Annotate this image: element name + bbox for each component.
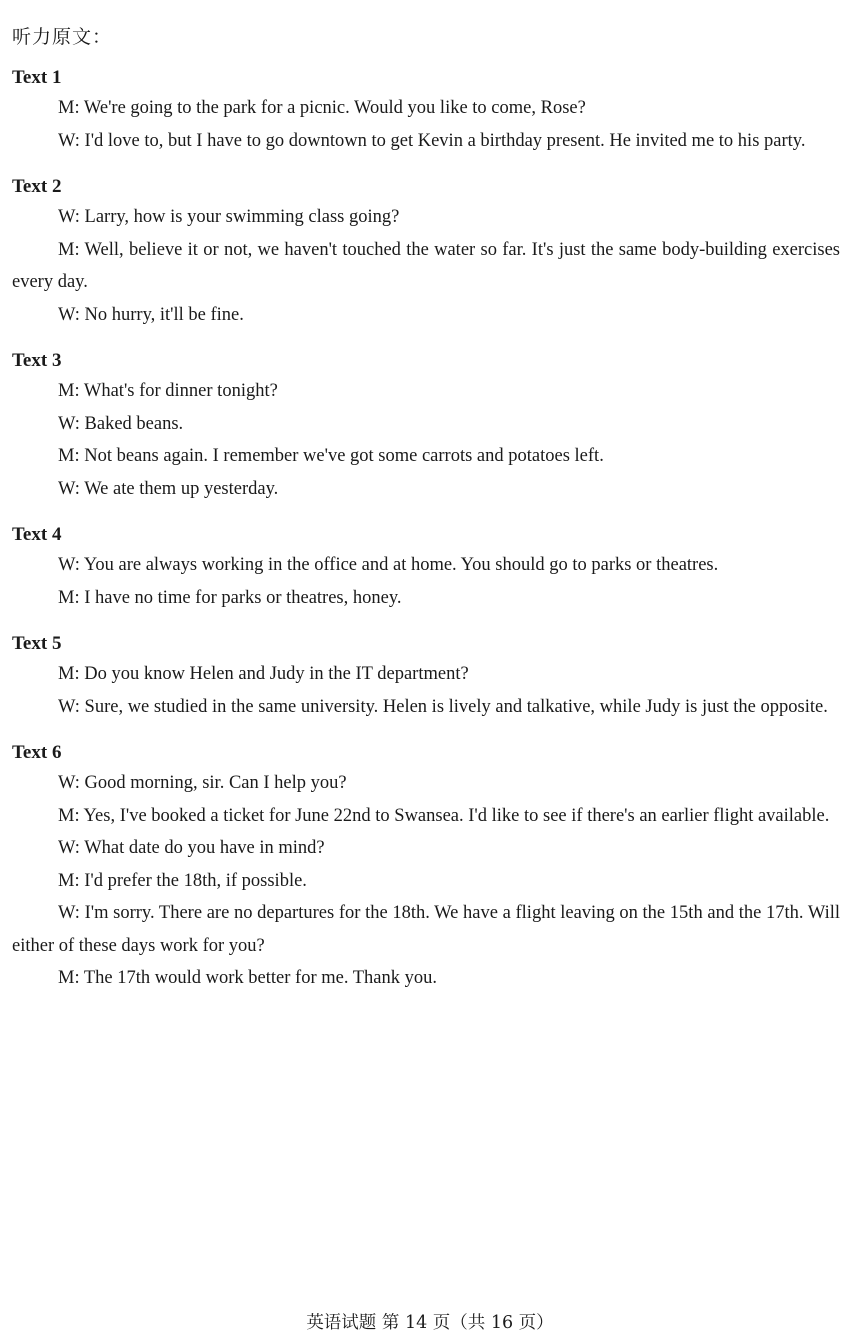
section-text-1 bbox=[12, 60, 840, 157]
section-title: Text 6 bbox=[12, 742, 62, 763]
section-text-3 bbox=[12, 343, 840, 505]
page-heading: 听力原文： bbox=[12, 26, 113, 48]
page-number-footer: 英语试题 第 14 页（共 16 页） bbox=[306, 1313, 554, 1333]
section-title: Text 1 bbox=[12, 67, 62, 88]
dialogue-line: M: The 17th would work better for me. Thank you. bbox=[58, 968, 438, 988]
section-text-4 bbox=[12, 517, 840, 614]
dialogue-line: W: We ate them up yesterday. bbox=[58, 478, 279, 499]
dialogue-line: M: We're going to the park for a picnic. Would you like to come, Rose? bbox=[58, 98, 586, 118]
dialogue-line: M: Do you know Helen and Judy in the IT department? bbox=[58, 664, 469, 684]
dialogue-line: M: What's for dinner tonight? bbox=[58, 381, 278, 401]
section-title: Text 2 bbox=[12, 176, 62, 197]
transcript-body bbox=[12, 60, 840, 995]
dialogue-line: W: I'm sorry. There are no departures for the 18th. We have a flight leaving on the 15th and the 17th. Will either of these days work for you? bbox=[12, 903, 840, 956]
dialogue-line: M: Well, believe it or not, we haven't touched the water so far. It's just the same body-building exercises every day. bbox=[12, 239, 840, 292]
dialogue-line: M: I have no time for parks or theatres, honey. bbox=[58, 587, 402, 608]
dialogue-line: M: Yes, I've booked a ticket for June 22nd to Swansea. I'd like to see if there's an earlier flight available. bbox=[58, 805, 830, 826]
section-title: Text 4 bbox=[12, 524, 62, 545]
section-title: Text 3 bbox=[12, 350, 62, 371]
dialogue-line: W: No hurry, it'll be fine. bbox=[58, 304, 244, 325]
dialogue-line: W: I'd love to, but I have to go downtown to get Kevin a birthday present. He invited me to his party. bbox=[58, 130, 806, 151]
dialogue-line: W: Larry, how is your swimming class going? bbox=[58, 207, 400, 227]
section-text-5 bbox=[12, 626, 840, 723]
dialogue-line: M: I'd prefer the 18th, if possible. bbox=[58, 870, 307, 891]
dialogue-line: W: What date do you have in mind? bbox=[58, 838, 325, 858]
section-title: Text 5 bbox=[12, 633, 62, 654]
dialogue-line: W: Sure, we studied in the same university. Helen is lively and talkative, while Judy is just the opposite. bbox=[58, 696, 828, 717]
dialogue-line: W: Good morning, sir. Can I help you? bbox=[58, 773, 347, 793]
dialogue-line: W: Baked beans. bbox=[58, 413, 184, 434]
section-text-2 bbox=[12, 169, 840, 331]
dialogue-line: W: You are always working in the office and at home. You should go to parks or theatres. bbox=[58, 555, 719, 575]
dialogue-line: M: Not beans again. I remember we've got some carrots and potatoes left. bbox=[58, 446, 604, 466]
section-text-6 bbox=[12, 735, 840, 995]
